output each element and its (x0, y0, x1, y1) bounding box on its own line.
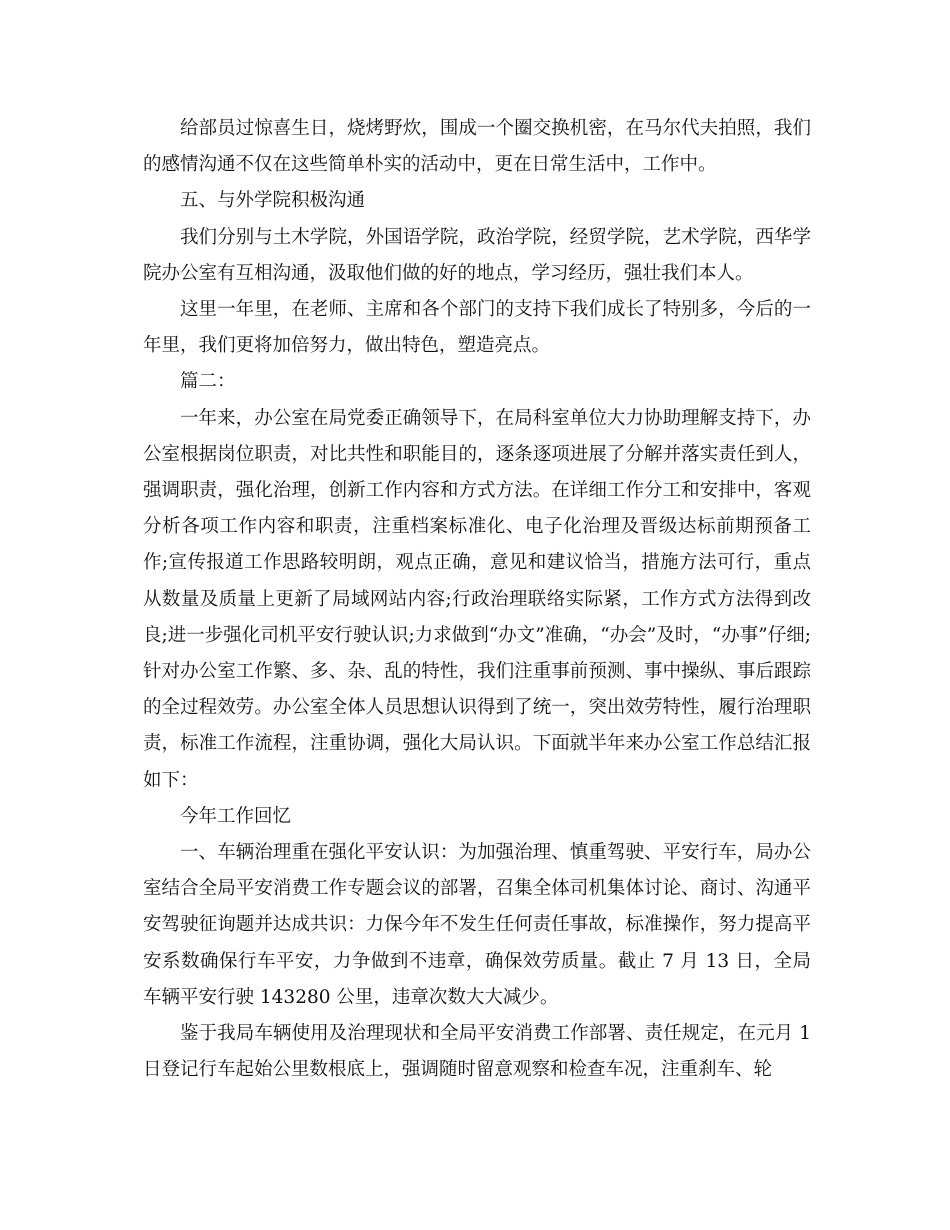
document-body (143, 111, 811, 1088)
heading-part-two: 篇二： (180, 371, 236, 393)
paragraph-office-overview: 一年来，办公室在局党委正确领导下，在局科室单位大力协助理解支持下，办公室根据岗位职责，对比共性和职能目的，逐条逐项进展了分解并落实责任到人，强调职责，强化治理，创新工作内容和方式方法。在详细工作分工和安排中，客观分析各项工作内容和职责，注重档案标准化、电子化治理及晋级达标前期预备工作;宣传报道工作思路较明朗，观点正确，意见和建议恰当，措施方法可行，重点从数量及质量上更新了局域网站内容;行政治理联络实际紧，工作方式方法得到改良;进一步强化司机平安行驶认识;力求做到“办文”准确，“办会”及时，“办事”仔细;针对办公室工作繁、多、杂、乱的特性，我们注重事前预测、事中操纵、事后跟踪的全过程效劳。办公室全体人员思想认识得到了统一，突出效劳特性，履行治理职责，标准工作流程，注重协调，强化大局认识。下面就半年来办公室工作总结汇报如下： (143, 407, 811, 791)
heading-work-review: 今年工作回忆 (180, 805, 292, 827)
heading-section-five: 五、与外学院积极沟通 (180, 190, 366, 212)
paragraph-college-communication: 我们分别与土木学院，外国语学院，政治学院，经贸学院，艺术学院，西华学院办公室有互相沟通，汲取他们做的好的地点，学习经历，强壮我们本人。 (143, 226, 811, 284)
paragraph-vehicle-safety: 一、车辆治理重在强化平安认识：为加强治理、慎重驾驶、平安行车，局办公室结合全局平安消费工作专题会议的部署，召集全体司机集体讨论、商讨、沟通平安驾驶征询题并达成共识：力保今年不发生任何责任事故，标准操作，努力提高平安系数确保行车平安，力争做到不违章，确保效劳质量。截止 7 月 13 日，全局车辆平安行驶 143280 公里，违章次数大大减少。 (143, 842, 811, 1008)
paragraph-year-summary: 这里一年里，在老师、主席和各个部门的支持下我们成长了特别多，今后的一年里，我们更将加倍努力，做出特色，塑造亮点。 (143, 299, 811, 357)
paragraph-birthday-activities: 给部员过惊喜生日，烧烤野炊，围成一个圈交换机密，在马尔代夫拍照，我们的感情沟通不仅在这些简单朴实的活动中，更在日常生活中，工作中。 (143, 118, 811, 176)
paragraph-vehicle-management: 鉴于我局车辆使用及治理现状和全局平安消费工作部署、责任规定，在元月 1 日登记行车起始公里数根底上，强调随时留意观察和检查车况，注重刹车、轮 (143, 1023, 811, 1081)
